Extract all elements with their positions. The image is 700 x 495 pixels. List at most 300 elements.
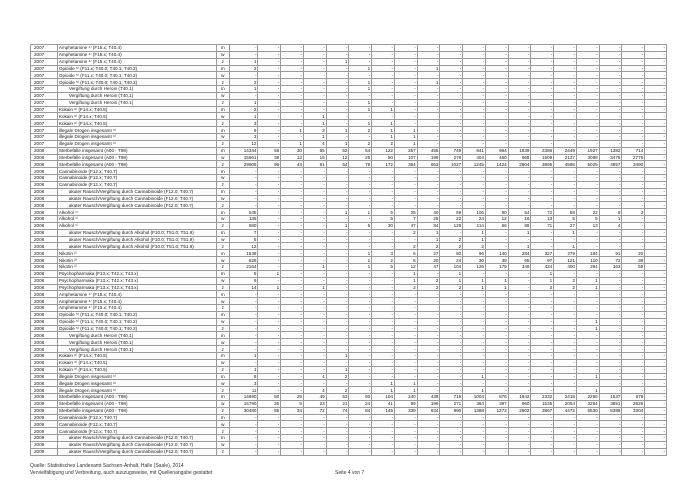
sex-cell: z xyxy=(217,407,229,414)
value-cell: - xyxy=(576,106,599,113)
value-cell: - xyxy=(554,79,577,86)
value-cell: - xyxy=(576,428,599,435)
value-cell: 3 xyxy=(229,380,258,387)
value-cell: - xyxy=(281,257,304,264)
value-cell: - xyxy=(554,318,577,325)
value-cell: 1 xyxy=(440,277,463,284)
value-cell: 327 xyxy=(531,250,554,257)
value-cell: - xyxy=(622,222,645,229)
value-cell: - xyxy=(485,133,508,140)
category-label: Sterbefälle insgesamt (A00 - T98) xyxy=(57,394,216,401)
value-cell: 1 xyxy=(229,366,258,373)
value-cell: 2 xyxy=(229,106,258,113)
value-cell: - xyxy=(554,352,577,359)
mortality-statistics-table xyxy=(30,44,667,456)
value-cell: - xyxy=(349,448,372,455)
value-cell: 404 xyxy=(463,154,486,161)
table-row xyxy=(31,127,667,134)
value-cell: - xyxy=(508,448,531,455)
value-cell: - xyxy=(622,373,645,380)
value-cell: - xyxy=(281,305,304,312)
value-cell: - xyxy=(349,339,372,346)
value-cell: - xyxy=(326,65,349,72)
value-cell: 140 xyxy=(485,250,508,257)
sex-cell: m xyxy=(217,86,229,93)
value-cell: 1 xyxy=(485,284,508,291)
value-cell: - xyxy=(622,72,645,79)
value-cell: - xyxy=(531,79,554,86)
value-cell: - xyxy=(349,229,372,236)
value-cell: - xyxy=(394,72,417,79)
table-row xyxy=(31,352,667,359)
value-cell: - xyxy=(303,441,326,448)
value-cell: 1 xyxy=(554,243,577,250)
value-cell: 22 xyxy=(576,209,599,216)
value-cell: 678 xyxy=(622,394,645,401)
value-cell: - xyxy=(508,284,531,291)
value-cell: - xyxy=(576,441,599,448)
value-cell: 384 xyxy=(463,400,486,407)
table-row xyxy=(31,188,667,195)
value-cell: - xyxy=(394,428,417,435)
value-cell: - xyxy=(531,202,554,209)
table-row xyxy=(31,325,667,332)
value-cell: - xyxy=(485,332,508,339)
value-cell: - xyxy=(485,380,508,387)
value-cell: - xyxy=(303,318,326,325)
value-cell: - xyxy=(554,435,577,442)
value-cell: - xyxy=(463,202,486,209)
value-cell: - xyxy=(485,387,508,394)
value-cell: - xyxy=(326,325,349,332)
value-cell: - xyxy=(508,298,531,305)
value-cell: - xyxy=(372,291,395,298)
value-cell: 23 xyxy=(303,400,326,407)
value-cell: - xyxy=(349,216,372,223)
value-cell: - xyxy=(554,270,577,277)
value-cell: - xyxy=(531,236,554,243)
category-label: illegale Drogen insgesamt ⁶⁾ xyxy=(57,127,216,134)
value-cell: - xyxy=(645,325,667,332)
value-cell: - xyxy=(485,414,508,421)
value-cell: 1 xyxy=(258,284,281,291)
value-cell: 4472 xyxy=(554,407,577,414)
value-cell: 2 xyxy=(372,257,395,264)
value-cell: - xyxy=(440,352,463,359)
value-cell: - xyxy=(303,222,326,229)
sex-cell: m xyxy=(217,209,229,216)
value-cell: - xyxy=(645,346,667,353)
value-cell: - xyxy=(463,298,486,305)
page-number: Seite 4 von 7 xyxy=(335,470,365,476)
value-cell: 3304 xyxy=(622,407,645,414)
value-cell: - xyxy=(622,120,645,127)
value-cell: 2626 xyxy=(622,400,645,407)
value-cell: 34 xyxy=(281,407,304,414)
value-cell: - xyxy=(599,298,622,305)
value-cell: - xyxy=(372,332,395,339)
value-cell: 13 xyxy=(281,154,304,161)
value-cell: - xyxy=(281,264,304,271)
value-cell: - xyxy=(554,175,577,182)
value-cell: - xyxy=(417,92,440,99)
value-cell: - xyxy=(417,311,440,318)
value-cell: - xyxy=(599,120,622,127)
value-cell: 1509 xyxy=(531,154,554,161)
value-cell: - xyxy=(645,250,667,257)
value-cell: - xyxy=(417,188,440,195)
value-cell: 1 xyxy=(229,99,258,106)
value-cell: - xyxy=(508,99,531,106)
value-cell: - xyxy=(372,366,395,373)
value-cell: - xyxy=(485,188,508,195)
value-cell: 6 xyxy=(372,209,395,216)
table-row xyxy=(31,236,667,243)
value-cell: - xyxy=(508,195,531,202)
value-cell: - xyxy=(417,106,440,113)
value-cell: - xyxy=(229,168,258,175)
value-cell: - xyxy=(229,188,258,195)
value-cell: - xyxy=(303,298,326,305)
table-row xyxy=(31,339,667,346)
value-cell: - xyxy=(281,133,304,140)
value-cell: 1 xyxy=(394,133,417,140)
value-cell: 965 xyxy=(508,154,531,161)
value-cell: - xyxy=(229,175,258,182)
value-cell: - xyxy=(417,428,440,435)
sex-cell: m xyxy=(217,106,229,113)
value-cell: - xyxy=(281,284,304,291)
value-cell: - xyxy=(463,421,486,428)
value-cell: - xyxy=(599,435,622,442)
value-cell: - xyxy=(258,311,281,318)
year-cell: 2008 xyxy=(31,325,58,332)
value-cell: - xyxy=(645,407,667,414)
value-cell: - xyxy=(349,175,372,182)
value-cell: - xyxy=(645,387,667,394)
value-cell: 104 xyxy=(372,394,395,401)
value-cell: - xyxy=(599,277,622,284)
category-label: Nikotin ²⁾ xyxy=(57,264,216,271)
value-cell: - xyxy=(508,387,531,394)
value-cell: - xyxy=(394,188,417,195)
value-cell: - xyxy=(554,339,577,346)
value-cell: - xyxy=(599,229,622,236)
value-cell: - xyxy=(394,99,417,106)
value-cell: - xyxy=(303,380,326,387)
value-cell: 2054 xyxy=(554,400,577,407)
value-cell: 1 xyxy=(372,106,395,113)
value-cell: - xyxy=(349,236,372,243)
value-cell: 1 xyxy=(326,366,349,373)
sex-cell: w xyxy=(217,175,229,182)
value-cell: - xyxy=(394,175,417,182)
table-row xyxy=(31,113,667,120)
category-label: Kokain ⁶⁾ (F14.x; T40.5) xyxy=(57,120,216,127)
year-cell: 2007 xyxy=(31,65,58,72)
value-cell: - xyxy=(508,339,531,346)
value-cell: - xyxy=(554,168,577,175)
value-cell: - xyxy=(303,277,326,284)
value-cell: - xyxy=(394,448,417,455)
sex-cell: z xyxy=(217,99,229,106)
value-cell: - xyxy=(258,441,281,448)
value-cell: - xyxy=(645,86,667,93)
value-cell: - xyxy=(281,79,304,86)
value-cell: 1 xyxy=(349,264,372,271)
value-cell: - xyxy=(326,380,349,387)
value-cell: - xyxy=(258,298,281,305)
value-cell: - xyxy=(508,325,531,332)
value-cell: - xyxy=(645,394,667,401)
category-label: Cannabinoide (F12.x; T40.7) xyxy=(57,175,216,182)
sex-cell: w xyxy=(217,318,229,325)
category-label: Sterbefälle insgesamt (A00 - T98) xyxy=(57,154,216,161)
value-cell: - xyxy=(417,168,440,175)
sex-cell: z xyxy=(217,120,229,127)
value-cell: 1 xyxy=(394,270,417,277)
value-cell: 1 xyxy=(229,352,258,359)
value-cell: 30480 xyxy=(229,407,258,414)
value-cell: 1 xyxy=(349,99,372,106)
value-cell: - xyxy=(349,58,372,65)
value-cell: 400 xyxy=(554,264,577,271)
value-cell: - xyxy=(394,45,417,52)
value-cell: - xyxy=(326,421,349,428)
value-cell: - xyxy=(417,120,440,127)
value-cell: 626 xyxy=(229,257,258,264)
value-cell: - xyxy=(508,168,531,175)
value-cell: - xyxy=(508,352,531,359)
sex-cell: w xyxy=(217,380,229,387)
value-cell: - xyxy=(599,346,622,353)
year-cell: 2008 xyxy=(31,387,58,394)
value-cell: - xyxy=(417,448,440,455)
value-cell: - xyxy=(508,380,531,387)
value-cell: 990 xyxy=(440,407,463,414)
value-cell: - xyxy=(394,181,417,188)
value-cell: - xyxy=(622,181,645,188)
value-cell: 40 xyxy=(417,209,440,216)
value-cell: 460 xyxy=(485,154,508,161)
value-cell: - xyxy=(576,366,599,373)
value-cell: 53 xyxy=(326,394,349,401)
value-cell: - xyxy=(258,175,281,182)
table-row xyxy=(31,428,667,435)
value-cell: - xyxy=(417,127,440,134)
value-cell: - xyxy=(463,441,486,448)
value-cell: - xyxy=(417,387,440,394)
value-cell: - xyxy=(531,298,554,305)
value-cell: 5 xyxy=(372,216,395,223)
value-cell: 1839 xyxy=(508,147,531,154)
value-cell: - xyxy=(645,243,667,250)
category-label: Alkohol ¹⁾ xyxy=(57,216,216,223)
value-cell: - xyxy=(229,448,258,455)
value-cell: - xyxy=(599,127,622,134)
value-cell: - xyxy=(326,216,349,223)
value-cell: - xyxy=(326,359,349,366)
value-cell: - xyxy=(554,236,577,243)
value-cell: - xyxy=(258,346,281,353)
value-cell: 339 xyxy=(394,407,417,414)
value-cell: 1 xyxy=(229,58,258,65)
value-cell: - xyxy=(599,113,622,120)
table-row xyxy=(31,181,667,188)
value-cell: - xyxy=(645,380,667,387)
table-row xyxy=(31,394,667,401)
category-label: Kokain ⁶⁾ (F14.x; T40.5) xyxy=(57,366,216,373)
value-cell: - xyxy=(599,311,622,318)
value-cell: - xyxy=(531,175,554,182)
value-cell: - xyxy=(645,216,667,223)
value-cell: - xyxy=(281,435,304,442)
sex-cell: w xyxy=(217,72,229,79)
value-cell: 876 xyxy=(485,394,508,401)
value-cell: - xyxy=(622,441,645,448)
value-cell: 2 xyxy=(417,243,440,250)
value-cell: - xyxy=(576,99,599,106)
sex-cell: m xyxy=(217,127,229,134)
value-cell: - xyxy=(258,127,281,134)
value-cell: - xyxy=(258,277,281,284)
value-cell: - xyxy=(394,366,417,373)
value-cell: - xyxy=(349,181,372,188)
value-cell: 58 xyxy=(554,209,577,216)
value-cell: - xyxy=(508,92,531,99)
value-cell: 1 xyxy=(326,209,349,216)
table-row xyxy=(31,243,667,250)
value-cell: - xyxy=(576,270,599,277)
value-cell: - xyxy=(645,58,667,65)
value-cell: - xyxy=(485,236,508,243)
table-row xyxy=(31,209,667,216)
value-cell: - xyxy=(554,106,577,113)
value-cell: - xyxy=(508,72,531,79)
category-label: Opioide ⁵⁾ (F11.x; T40.0; T40.1; T40.2) xyxy=(57,325,216,332)
value-cell: - xyxy=(372,202,395,209)
value-cell: - xyxy=(576,86,599,93)
value-cell: 25 xyxy=(417,216,440,223)
value-cell: 1538 xyxy=(229,250,258,257)
value-cell: 1 xyxy=(281,140,304,147)
value-cell: - xyxy=(622,99,645,106)
value-cell: 58 xyxy=(258,147,281,154)
value-cell: - xyxy=(576,352,599,359)
value-cell: 1 xyxy=(485,277,508,284)
sex-cell: w xyxy=(217,359,229,366)
value-cell: - xyxy=(372,168,395,175)
value-cell: 2449 xyxy=(554,147,577,154)
value-cell: - xyxy=(645,421,667,428)
category-label: Psychopharmaka (F13.x; T42.x; T43.x) xyxy=(57,284,216,291)
value-cell: - xyxy=(349,113,372,120)
value-cell: - xyxy=(258,250,281,257)
value-cell: - xyxy=(531,140,554,147)
value-cell: - xyxy=(485,175,508,182)
value-cell: - xyxy=(281,229,304,236)
value-cell: - xyxy=(554,428,577,435)
value-cell: - xyxy=(417,373,440,380)
value-cell: - xyxy=(599,86,622,93)
value-cell: - xyxy=(622,45,645,52)
category-label: akuter Rausch/Vergiftung durch Cannabinoide (F12.0; T40.7) xyxy=(57,441,216,448)
table-row xyxy=(31,298,667,305)
value-cell: - xyxy=(463,92,486,99)
value-cell: 1 xyxy=(303,133,326,140)
value-cell: 714 xyxy=(622,147,645,154)
value-cell: - xyxy=(281,298,304,305)
value-cell: 11 xyxy=(229,387,258,394)
value-cell: 96 xyxy=(258,161,281,168)
value-cell: - xyxy=(508,65,531,72)
value-cell: - xyxy=(258,209,281,216)
value-cell: 1 xyxy=(576,284,599,291)
value-cell: - xyxy=(576,298,599,305)
value-cell: - xyxy=(229,346,258,353)
value-cell: 79 xyxy=(349,161,372,168)
value-cell: - xyxy=(463,352,486,359)
value-cell: - xyxy=(440,140,463,147)
value-cell: - xyxy=(372,421,395,428)
year-cell: 2008 xyxy=(31,305,58,312)
value-cell: 97 xyxy=(531,257,554,264)
value-cell: - xyxy=(394,79,417,86)
value-cell: 1 xyxy=(394,380,417,387)
category-label: Cannabinoide (F12.x; T40.7) xyxy=(57,168,216,175)
value-cell: - xyxy=(258,58,281,65)
sex-cell: m xyxy=(217,250,229,257)
sex-cell: z xyxy=(217,140,229,147)
value-cell: 1 xyxy=(326,58,349,65)
value-cell: - xyxy=(485,339,508,346)
value-cell: - xyxy=(645,154,667,161)
value-cell: - xyxy=(303,168,326,175)
value-cell: - xyxy=(440,346,463,353)
value-cell: - xyxy=(349,202,372,209)
value-cell: - xyxy=(349,387,372,394)
value-cell: - xyxy=(485,421,508,428)
sex-cell: m xyxy=(217,147,229,154)
value-cell: - xyxy=(229,311,258,318)
year-cell: 2008 xyxy=(31,147,58,154)
table-row xyxy=(31,257,667,264)
year-cell: 2008 xyxy=(31,277,58,284)
value-cell: - xyxy=(326,257,349,264)
value-cell: - xyxy=(645,366,667,373)
value-cell: 96 xyxy=(463,250,486,257)
sex-cell: m xyxy=(217,291,229,298)
value-cell: - xyxy=(281,181,304,188)
value-cell: - xyxy=(440,229,463,236)
value-cell: 65 xyxy=(303,147,326,154)
value-cell: - xyxy=(463,106,486,113)
sex-cell: w xyxy=(217,298,229,305)
value-cell: - xyxy=(508,86,531,93)
value-cell: - xyxy=(258,359,281,366)
year-cell: 2007 xyxy=(31,133,58,140)
value-cell: 1 xyxy=(303,120,326,127)
value-cell: - xyxy=(417,181,440,188)
value-cell: - xyxy=(394,92,417,99)
value-cell: 2332 xyxy=(531,394,554,401)
value-cell: 3 xyxy=(622,209,645,216)
value-cell: - xyxy=(258,133,281,140)
value-cell: - xyxy=(645,106,667,113)
value-cell: - xyxy=(599,325,622,332)
value-cell: - xyxy=(349,380,372,387)
value-cell: - xyxy=(303,188,326,195)
